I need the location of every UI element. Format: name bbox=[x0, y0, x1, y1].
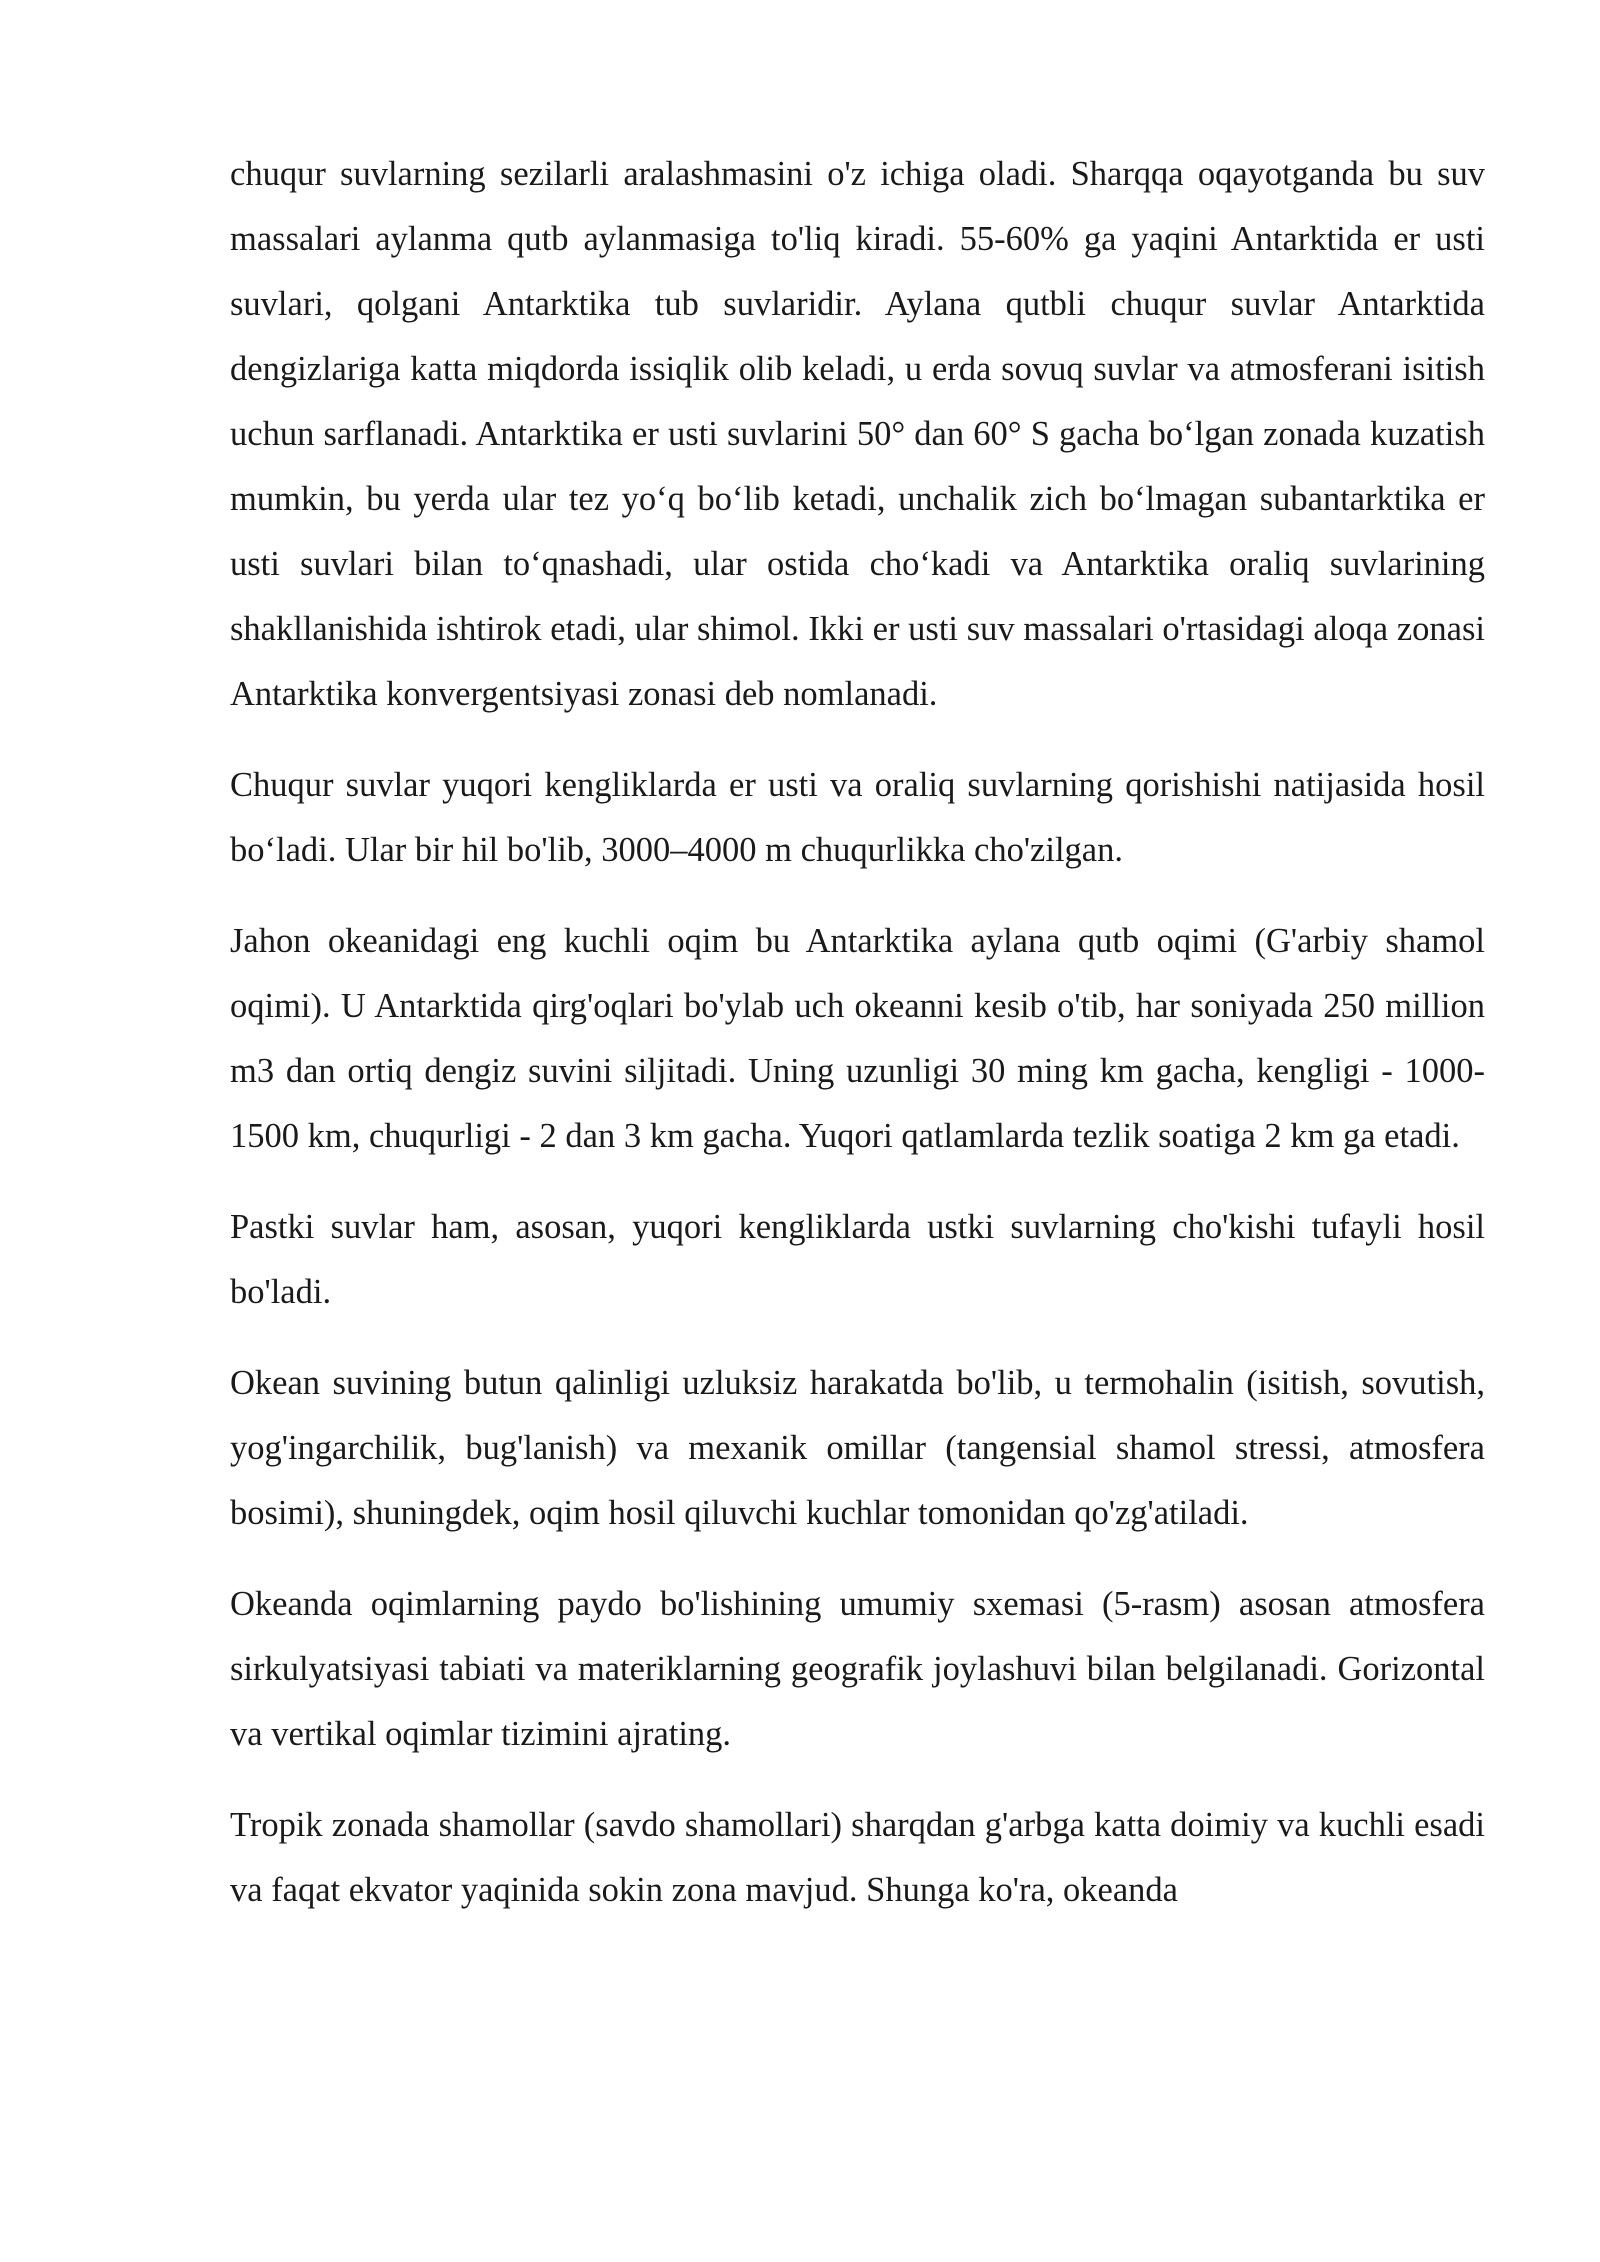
paragraph-5: Okean suvining butun qalinligi uzluksiz harakatda bo'lib, u termohalin (isitish, sovutish, yog'ingarchilik, bug'lanish) va mexanik omillar (tangensial shamol stressi, atmosfera bosimi), shuningdek, oqim hosil qiluvchi kuchlar tomonidan qo'zg'atiladi. bbox=[230, 1364, 1485, 1532]
paragraph-4: Pastki suvlar ham, asosan, yuqori kengliklarda ustki suvlarning cho'kishi tufayli hosil bo'ladi. bbox=[230, 1208, 1485, 1311]
paragraph-6: Okeanda oqimlarning paydo bo'lishining umumiy sxemasi (5-rasm) asosan atmosfera sirkulyatsiyasi tabiati va materiklarning geografik joylashuvi bilan belgilanadi. Gorizontal va vertikal oqimlar tizimini ajrating. bbox=[230, 1585, 1485, 1753]
paragraph-3: Jahon okeanidagi eng kuchli oqim bu Antarktika aylana qutb oqimi (G'arbiy shamol oqimi). U Antarktida qirg'oqlari bo'ylab uch okeanni kesib o'tib, har soniyada 250 million m3 dan ortiq dengiz suvini siljitadi. Uning uzunligi 30 ming km gacha, kengligi - 1000-1500 km, chuqurligi - 2 dan 3 km gacha. Yuqori qatlamlarda tezlik soatiga 2 km ga etadi. bbox=[230, 922, 1485, 1155]
paragraph-1: chuqur suvlarning sezilarli aralashmasini o'z ichiga oladi. Sharqqa oqayotganda bu suv massalari aylanma qutb aylanmasiga to'liq kiradi. 55-60% ga yaqini Antarktida er usti suvlari, qolgani Antarktika tub suvlaridir. Aylana qutbli chuqur suvlar Antarktida dengizlariga katta miqdorda issiqlik olib keladi, u erda sovuq suvlar va atmosferani isitish uchun sarflanadi. Antarktika er usti suvlarini 50° dan 60° S gacha boʻlgan zonada kuzatish mumkin, bu yerda ular tez yoʻq boʻlib ketadi, unchalik zich boʻlmagan subantarktika er usti suvlari bilan toʻqnashadi, ular ostida choʻkadi va Antarktika oraliq suvlarining shakllanishida ishtirok etadi, ular shimol. Ikki er usti suv massalari o'rtasidagi aloqa zonasi Antarktika konvergentsiyasi zonasi deb nomlanadi. bbox=[230, 155, 1485, 713]
document-page bbox=[230, 142, 1485, 1949]
paragraph-7: Tropik zonada shamollar (savdo shamollari) sharqdan g'arbga katta doimiy va kuchli esadi va faqat ekvator yaqinida sokin zona mavjud. Shunga ko'ra, okeanda bbox=[230, 1806, 1485, 1909]
paragraph-2: Chuqur suvlar yuqori kengliklarda er usti va oraliq suvlarning qorishishi natijasida hosil boʻladi. Ular bir hil bo'lib, 3000–4000 m chuqurlikka cho'zilgan. bbox=[230, 766, 1485, 869]
